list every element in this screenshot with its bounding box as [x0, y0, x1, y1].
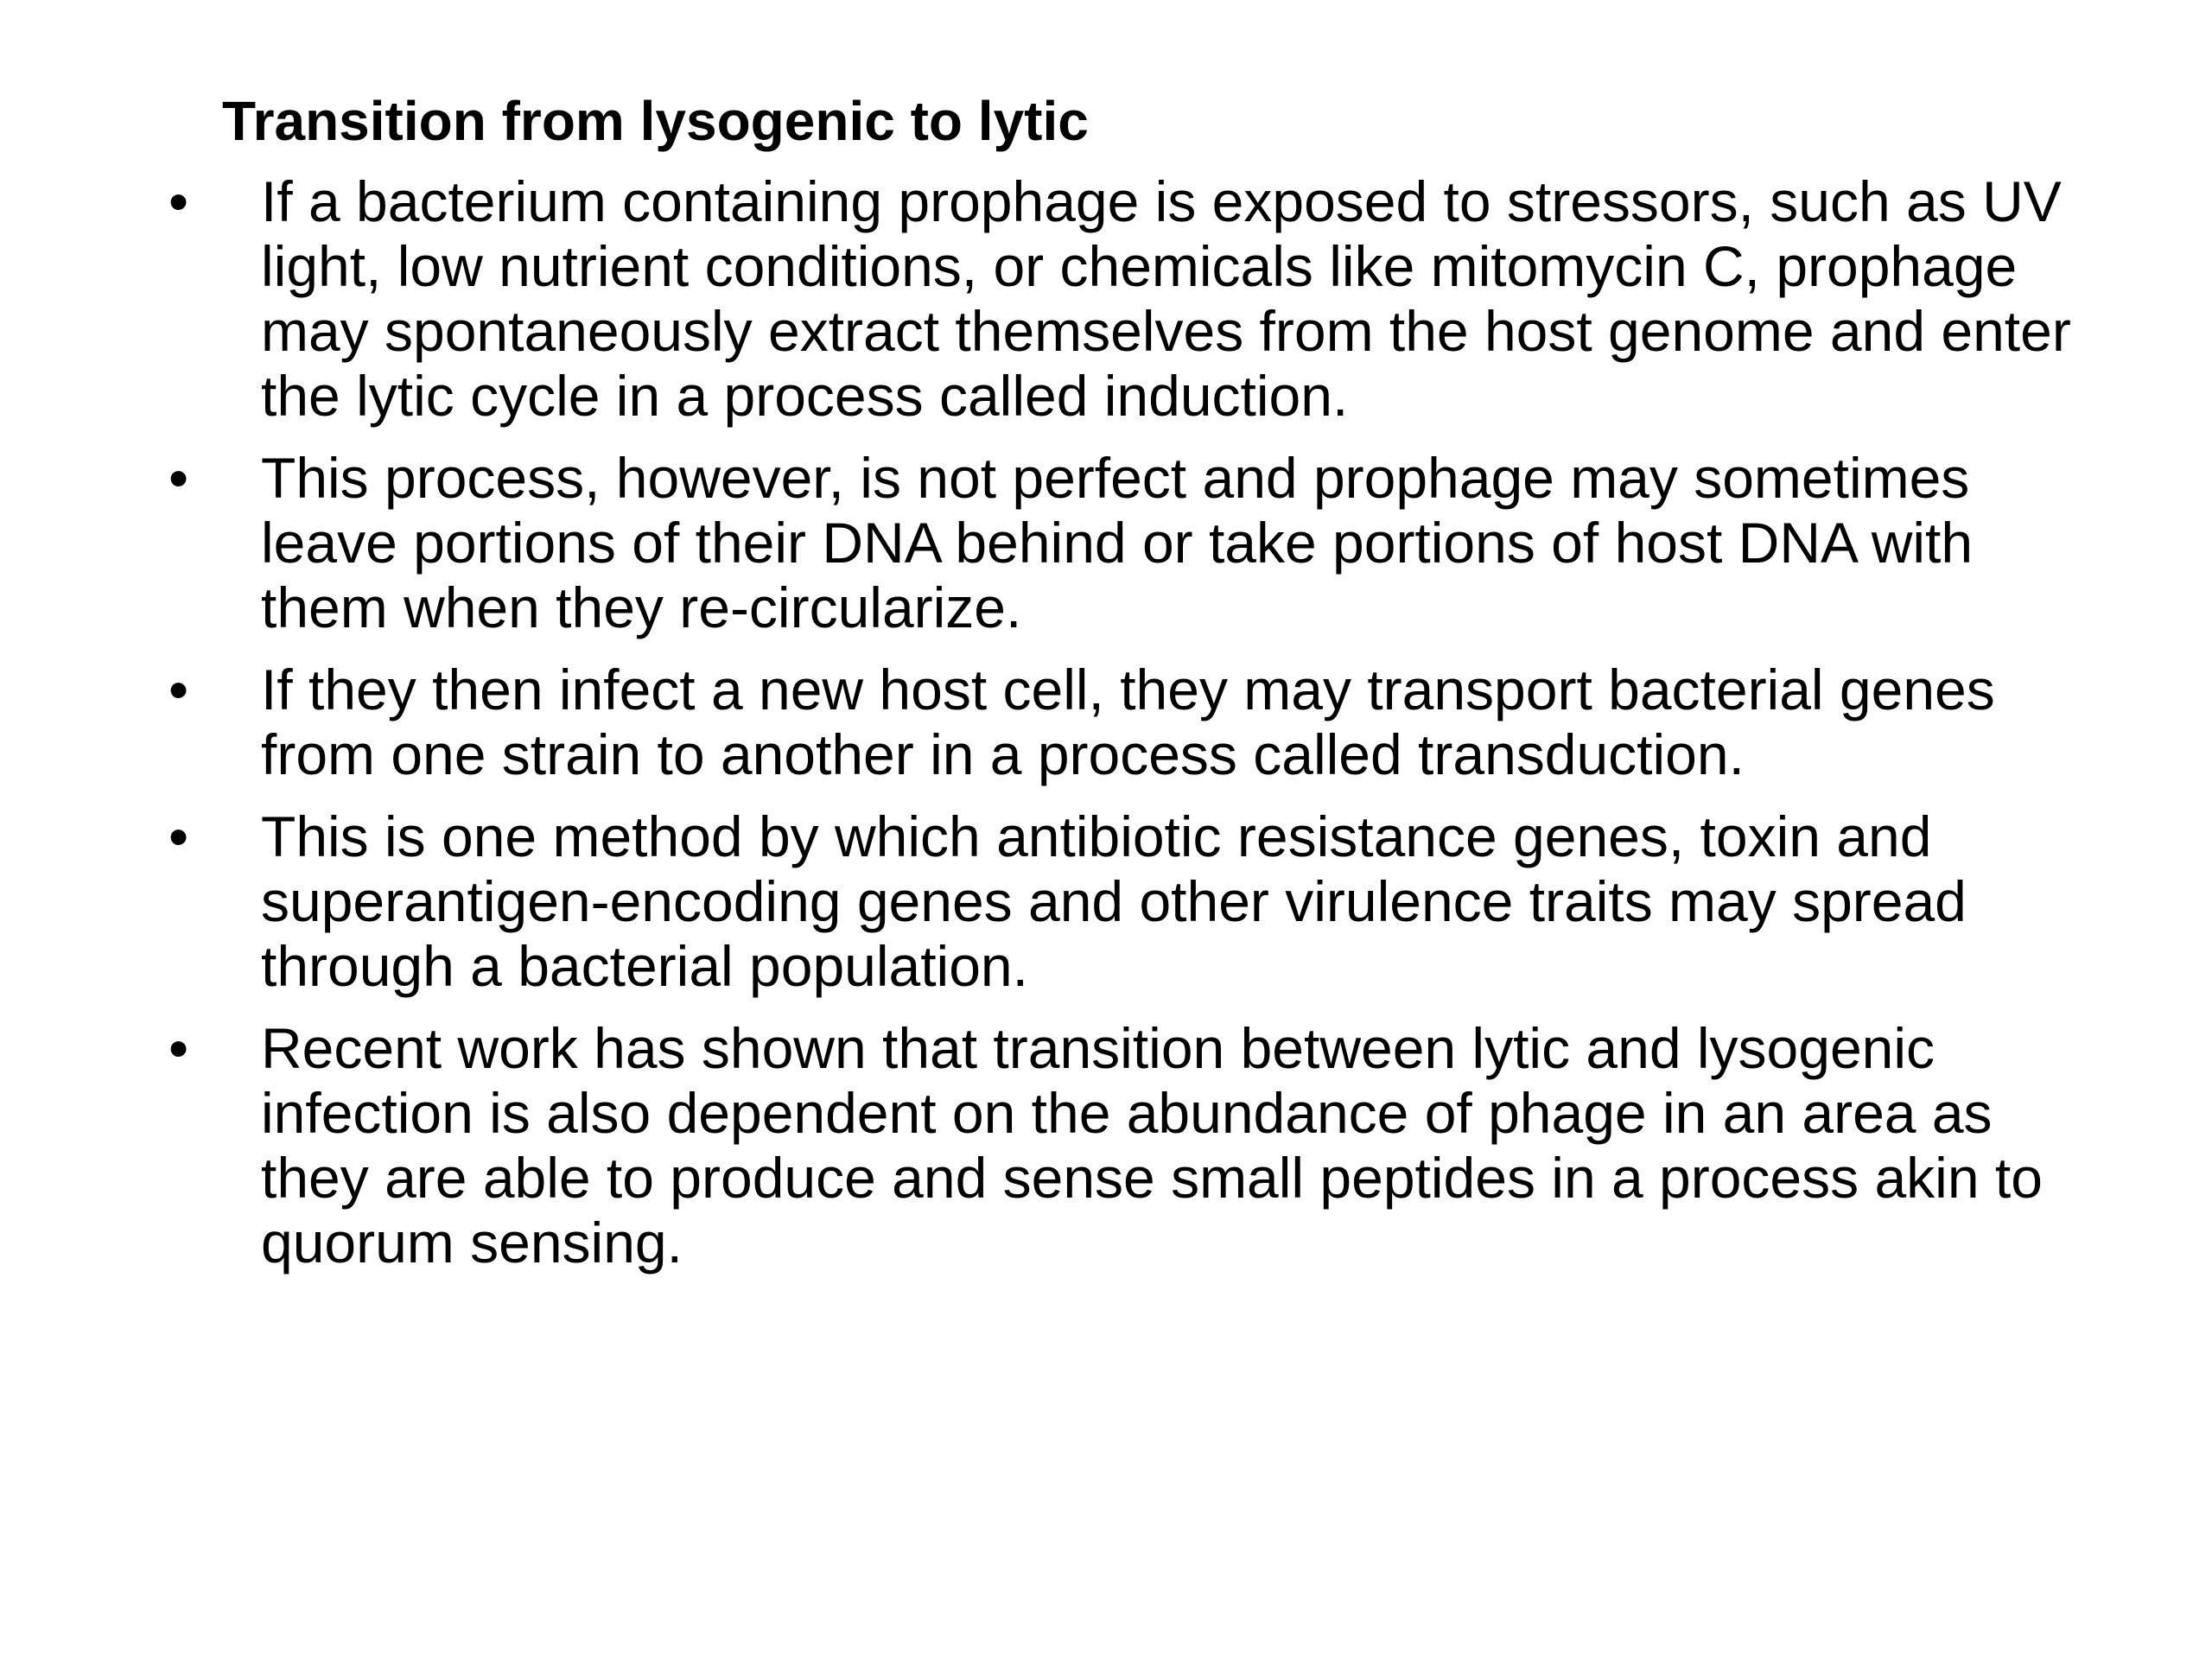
bullet-text: This process, however, is not perfect and prophage may sometimes leave portions of their DNA behind or take portions of host DNA with them when they re-circularize. — [261, 446, 1974, 639]
bullet-text: If they then infect a new host cell, they may transport bacterial genes from one strain to another in a process called transduction. — [261, 658, 1995, 786]
bullet-list — [168, 169, 2104, 1293]
bullet-text: Recent work has shown that transition between lytic and lysogenic infection is also dependent on the abundance of phage in an area as they are able to produce and sense small peptides in a process akin to quorum sensing. — [261, 1016, 2043, 1274]
bullet-item — [168, 658, 2104, 787]
bullet-text: This is one method by which antibiotic resistance genes, toxin and superantigen-encoding genes and other virulence traits may spread through a bacterial population. — [261, 804, 1967, 998]
bullet-icon: • — [168, 446, 189, 510]
bullet-icon: • — [168, 804, 189, 868]
bullet-icon: • — [168, 658, 189, 721]
bullet-item — [168, 446, 2104, 640]
bullet-icon: • — [168, 1016, 189, 1080]
bullet-icon: • — [168, 169, 189, 233]
bullet-item — [168, 804, 2104, 999]
bullet-item — [168, 1016, 2104, 1275]
bullet-text: If a bacterium containing prophage is exposed to stressors, such as UV light, low nutrient conditions, or chemicals like mitomycin C, prophage may spontaneously extract themselves from the host genome and enter the lytic cycle in a process called induction. — [261, 169, 2071, 428]
slide-title: Transition from lysogenic to lytic — [222, 90, 1089, 152]
bullet-item — [168, 169, 2104, 429]
